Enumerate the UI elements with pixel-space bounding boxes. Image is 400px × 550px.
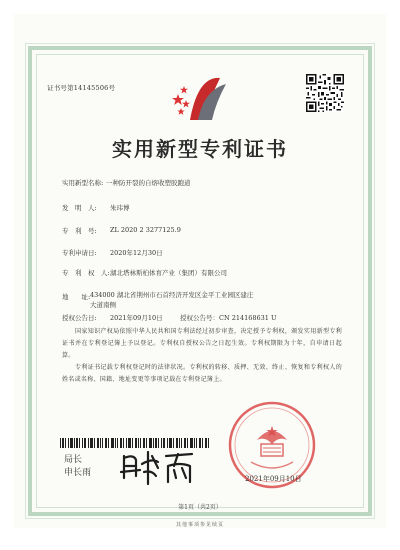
address-line-2: 大道南侧 [90,301,116,309]
body-paragraph-2: 专利证书记载专利权登记时的法律状况。专利权的转移、质押、无效、终止、恢复和专利权人的姓名或名称、国籍、地址变更等事项记载在专利登记簿上。 [62,364,342,383]
director-name: 申长雨 [64,468,92,478]
seal-date: 2021年09月10日 [245,475,302,483]
field-label: 地 址: [62,293,91,301]
footer-note: 其他事项参见续页 [175,522,224,528]
field-value: 2021年09月10日 [110,314,163,322]
certificate-title: 实用新型专利证书 [112,137,288,161]
field-value: 2020年12月30日 [110,249,163,257]
patent-office-emblem-icon [168,72,232,124]
field-label: 发 明 人: [62,204,97,212]
field-value: 湖北塔林斯柏体育产业（集团）有限公司 [110,269,227,277]
director-signature [118,446,198,488]
field-label: 专利申请日: [62,249,97,257]
qr-code-icon [306,74,344,112]
field-value: 朱玮博 [110,204,130,212]
address-value [90,290,253,310]
address-line-1: 434000 湖北省荆州市石首经济开发区金平工业园区建庄 [90,291,254,299]
field-value: ZL 2020 2 3277125.9 [110,226,181,234]
grant-publication-number: 授权公告号：CN 214168631 U [180,314,277,322]
director-title: 局长 [64,455,83,465]
field-value: 一种防开裂的自熔收塑胶跑道 [106,179,191,187]
field-label: 实用新型名称: [62,179,104,187]
field-label: 专 利 号: [62,227,97,235]
certificate-number: 证书号第14145506号 [47,84,116,92]
page-number: 第1页（共2页） [178,504,222,511]
field-label: 专 利 权 人: [62,269,110,277]
body-paragraph-1: 国家知识产权局依照中华人民共和国专利法经过初步审查，决定授予专利权，颁发实用新型专利证书并在专利登记簿上予以登记。专利权自授权公告之日起生效。专利权期限为十年，自申请日起算。 [62,328,342,359]
field-label: 授权公告日: [62,314,97,322]
